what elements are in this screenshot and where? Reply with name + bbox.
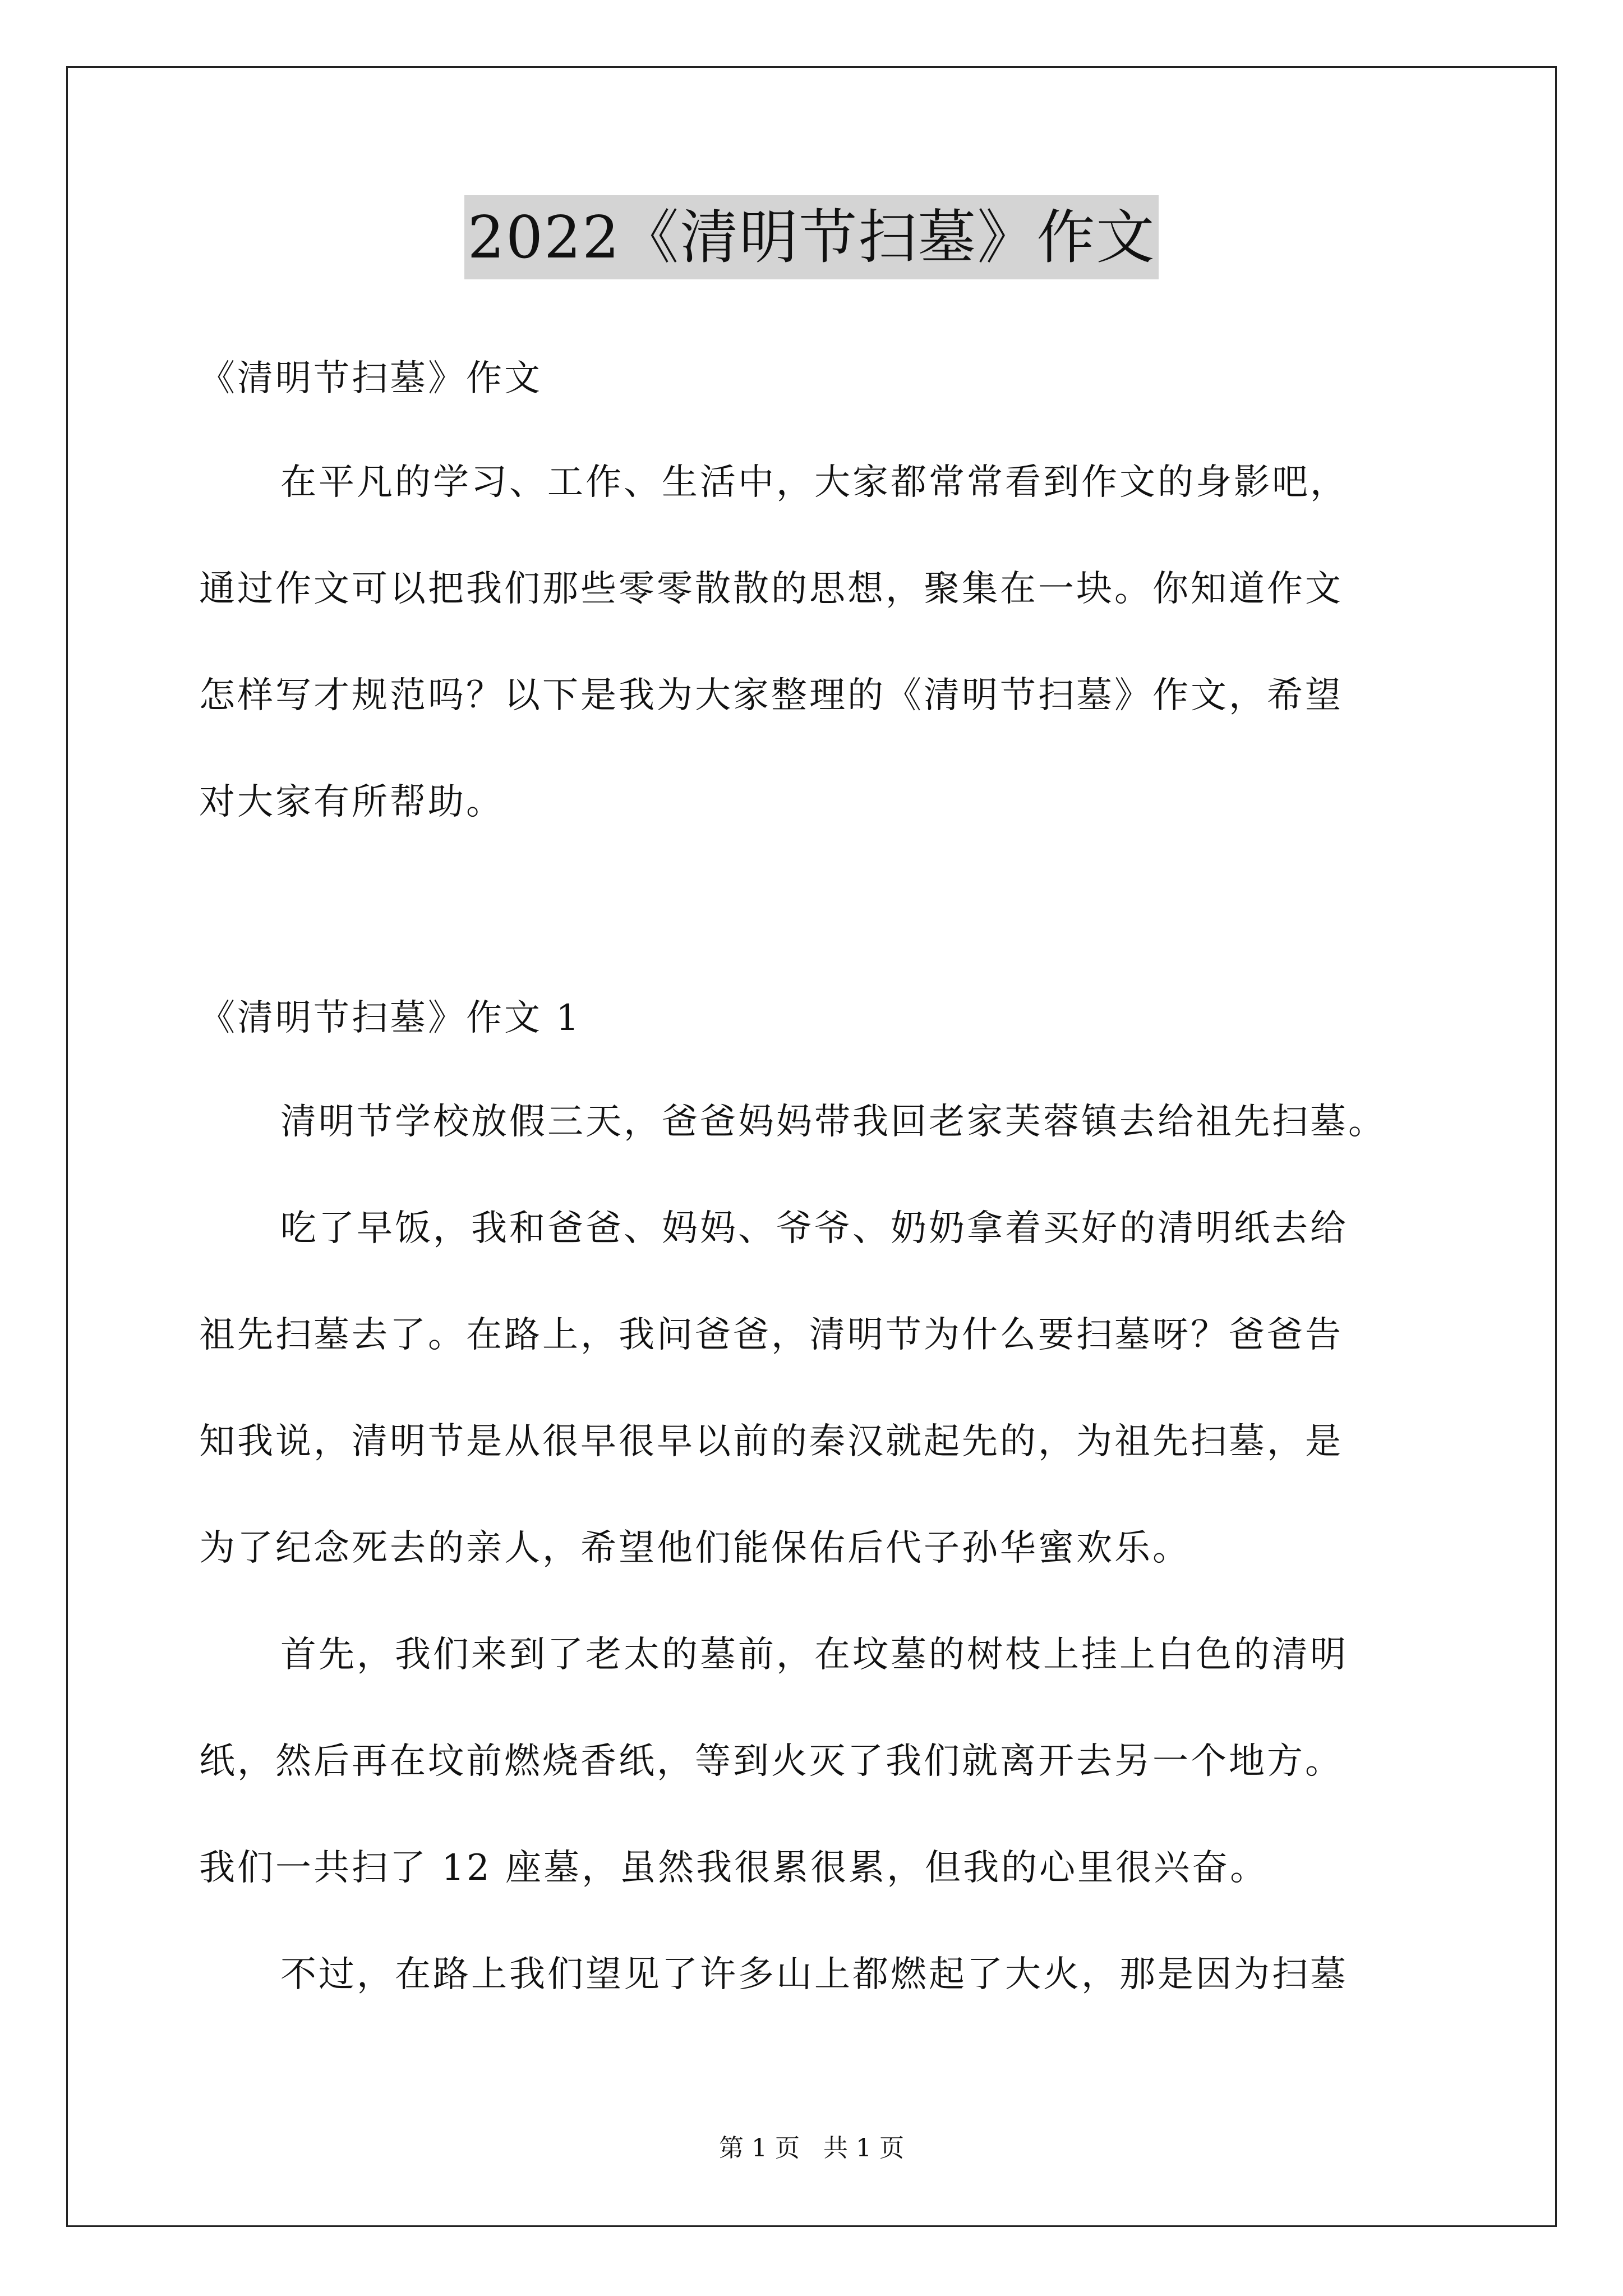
paragraph-line: 祖先扫墓去了。在路上，我问爸爸，清明节为什么要扫墓呀？爸爸告 bbox=[199, 1314, 1343, 1356]
title-container bbox=[0, 195, 1623, 279]
paragraph-line: 首先，我们来到了老太的墓前，在坟墓的树枝上挂上白色的清明 bbox=[280, 1634, 1348, 1676]
subtitle: 《清明节扫墓》作文 bbox=[199, 358, 542, 399]
paragraph-line: 在平凡的学习、工作、生活中，大家都常常看到作文的身影吧， bbox=[280, 462, 1348, 503]
paragraph-line: 对大家有所帮助。 bbox=[199, 781, 504, 823]
section-heading: 《清明节扫墓》作文 1 bbox=[199, 997, 582, 1039]
page-number-total: 共 1 页 bbox=[823, 2134, 904, 2162]
paragraph-line: 为了纪念死去的亲人，希望他们能保佑后代子孙华蜜欢乐。 bbox=[199, 1527, 1191, 1569]
paragraph-line: 不过，在路上我们望见了许多山上都燃起了大火，那是因为扫墓 bbox=[280, 1954, 1348, 1995]
paragraph-line: 怎样写才规范吗？以下是我为大家整理的《清明节扫墓》作文，希望 bbox=[199, 675, 1343, 716]
paragraph-line: 吃了早饭，我和爸爸、妈妈、爷爷、奶奶拿着买好的清明纸去给 bbox=[280, 1208, 1348, 1249]
page-footer bbox=[0, 2132, 1623, 2165]
page-number-current: 第 1 页 bbox=[719, 2134, 800, 2162]
paragraph-line: 我们一共扫了 12 座墓，虽然我很累很累，但我的心里很兴奋。 bbox=[199, 1847, 1269, 1889]
document-title: 2022《清明节扫墓》作文 bbox=[464, 195, 1159, 279]
paragraph-line: 知我说，清明节是从很早很早以前的秦汉就起先的，为祖先扫墓，是 bbox=[199, 1421, 1343, 1462]
paragraph-line: 通过作文可以把我们那些零零散散的思想，聚集在一块。你知道作文 bbox=[199, 568, 1343, 610]
paragraph-line: 纸，然后再在坟前燃烧香纸，等到火灭了我们就离开去另一个地方。 bbox=[199, 1741, 1343, 1782]
paragraph-line: 清明节学校放假三天，爸爸妈妈带我回老家芙蓉镇去给祖先扫墓。 bbox=[280, 1101, 1386, 1143]
